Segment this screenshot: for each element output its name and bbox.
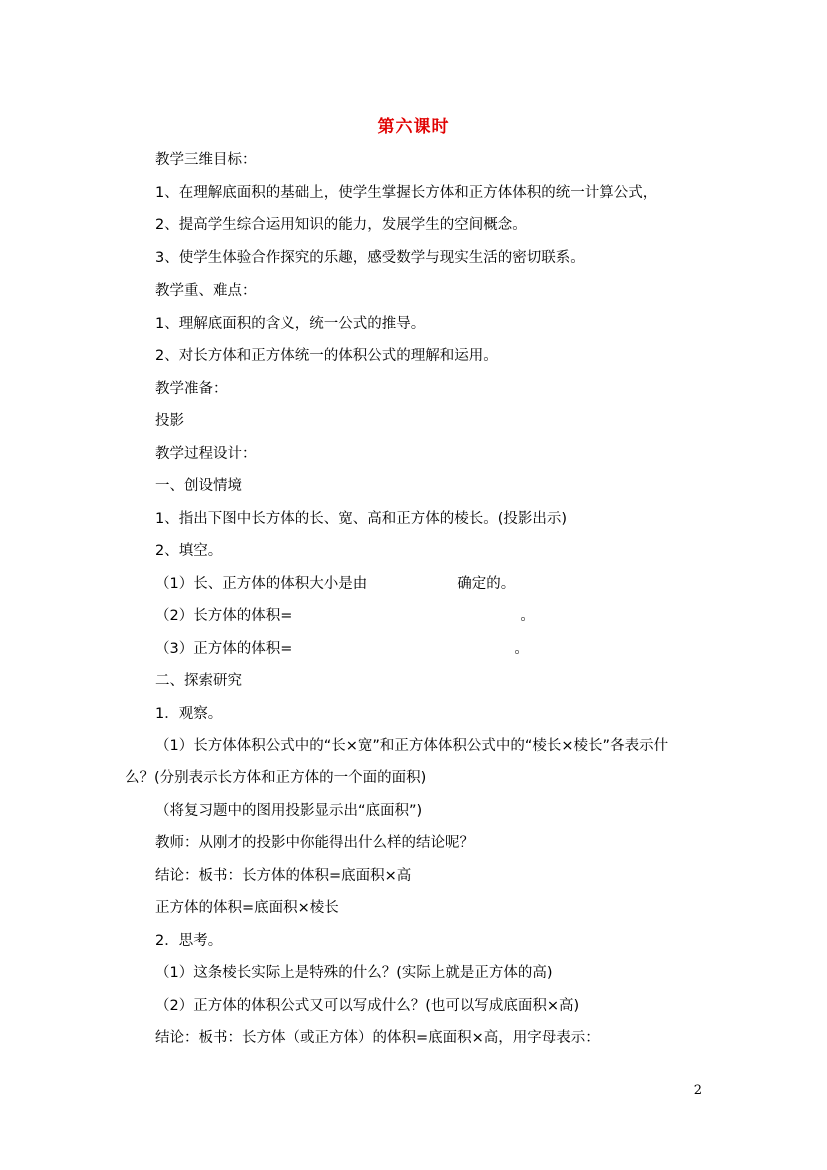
text-line: 1、指出下图中长方体的长、宽、高和正方体的棱长。(投影出示) [155,511,568,527]
section-heading: 教学准备： [155,381,228,397]
text-line: 结论：板书：长方体的体积=底面积×高 [155,868,412,884]
text-line: 3、使学生体验合作探究的乐趣，感受数学与现实生活的密切联系。 [155,250,585,266]
text-line: 教学三维目标： [155,152,257,168]
text-line: 2、填空。 [155,543,223,559]
text-line: 正方体的体积=底面积×棱长 [155,900,339,916]
fill-blank-prefix: （3）正方体的体积= [155,641,293,657]
text-line: 2、提高学生综合运用知识的能力，发展学生的空间概念。 [155,217,527,233]
text-line: （将复习题中的图用投影显示出“底面积”) [155,803,423,819]
fill-blank-suffix: 确定的。 [457,576,516,592]
fill-blank-line [155,574,515,594]
text-line: （1）这条棱长实际上是特殊的什么？(实际上就是正方体的高) [155,965,553,981]
text-line: 1．观察。 [155,706,223,722]
fill-blank-line [155,606,535,626]
text-line: 投影 [155,413,184,429]
page-title: 第六课时 [377,117,450,137]
section-heading: 教学重、难点： [155,283,257,299]
text-line: 结论：板书：长方体（或正方体）的体积=底面积×高，用字母表示： [155,1030,600,1046]
text-line: 教师：从刚才的投影中你能得出什么样的结论呢？ [155,835,474,851]
fill-blank-prefix: （2）长方体的体积= [155,608,293,624]
section-heading: 二、探索研究 [155,673,242,689]
fill-blank-suffix: 。 [520,608,535,624]
text-line: 1、在理解底面积的基础上，使学生掌握长方体和正方体体积的统一计算公式， [155,185,658,201]
page-number: 2 [693,1083,702,1098]
fill-blank-prefix: （1）长、正方体的体积大小是由 [155,576,368,592]
section-heading: 教学过程设计： [155,446,257,462]
text-line: 2、对长方体和正方体统一的体积公式的理解和运用。 [155,348,498,364]
text-line: （1）长方体体积公式中的“长×宽”和正方体体积公式中的“棱长×棱长”各表示什 [155,738,669,754]
text-line: （2）正方体的体积公式又可以写成什么？(也可以写成底面积×高) [155,998,580,1014]
text-line: 2．思考。 [155,933,223,949]
fill-blank-suffix: 。 [514,641,529,657]
text-line: 一、创设情境 [155,478,242,494]
fill-blank-line [155,639,529,659]
text-line: 1、理解底面积的含义，统一公式的推导。 [155,316,426,332]
text-line: 么？(分别表示长方体和正方体的一个面的面积) [125,770,427,786]
